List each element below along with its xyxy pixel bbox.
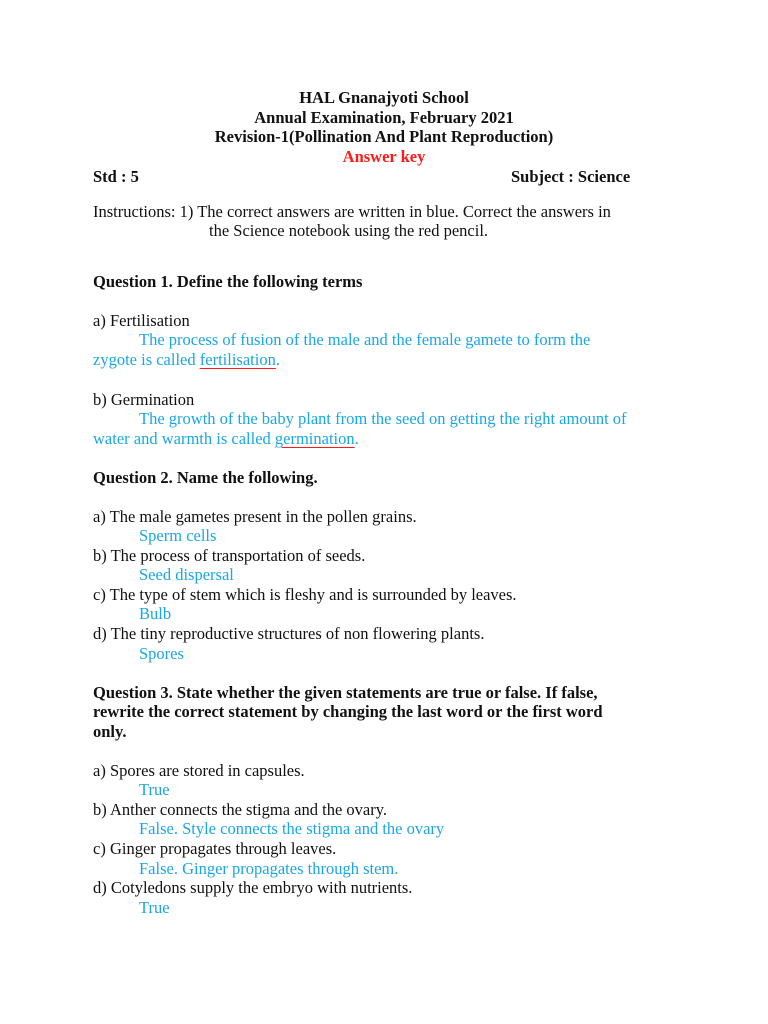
q1-a-answer-prefix: zygote is called xyxy=(93,350,200,369)
exam-title: Annual Examination, February 2021 xyxy=(254,108,514,127)
q3-item-question: d) Cotyledons supply the embryo with nutrients. xyxy=(93,878,413,897)
q3-item-answer: False. Ginger propagates through stem. xyxy=(139,859,399,878)
q1-b-answer-prefix: water and warmth is called xyxy=(93,429,275,448)
revision-title: Revision-1(Pollination And Plant Reproduction) xyxy=(214,127,554,146)
q2-item-question: d) The tiny reproductive structures of non flowering plants. xyxy=(93,624,485,643)
question-3-title-line-1: Question 3. State whether the given statements are true or false. If false, xyxy=(93,683,598,702)
question-3-title-line-2: rewrite the correct statement by changing the last word or the first word xyxy=(93,702,603,721)
q3-item-question: c) Ginger propagates through leaves. xyxy=(93,839,337,858)
subject-label: Subject : Science xyxy=(511,167,631,186)
q1-a-answer-line-2 xyxy=(93,350,280,370)
q3-item-question: b) Anther connects the stigma and the ovary. xyxy=(93,800,388,819)
q3-item-answer: False. Style connects the stigma and the ovary xyxy=(139,819,445,838)
q2-item-question: c) The type of stem which is fleshy and is surrounded by leaves. xyxy=(93,585,517,604)
q1-b-answer-line-2 xyxy=(93,429,359,449)
q2-item-answer: Sperm cells xyxy=(139,526,217,545)
question-1-title: Question 1. Define the following terms xyxy=(93,272,363,291)
q2-item-question: b) The process of transportation of seeds. xyxy=(93,546,366,565)
q2-item-answer: Spores xyxy=(139,644,184,663)
q2-item-answer: Bulb xyxy=(139,604,172,623)
q1-a-answer-line-1: The process of fusion of the male and the female gamete to form the xyxy=(139,330,591,349)
question-2-title: Question 2. Name the following. xyxy=(93,468,318,487)
q2-item-question: a) The male gametes present in the pollen grains. xyxy=(93,507,417,526)
std-label: Std : 5 xyxy=(93,167,139,186)
q3-item-question: a) Spores are stored in capsules. xyxy=(93,761,305,780)
q2-item-answer: Seed dispersal xyxy=(139,565,234,584)
germination-term: germination xyxy=(274,429,355,448)
q3-item-answer: True xyxy=(139,780,170,799)
instructions-line-2: the Science notebook using the red pencil. xyxy=(209,221,489,240)
question-3-title-line-3: only. xyxy=(93,722,127,741)
q1-b-answer-line-1: The growth of the baby plant from the seed on getting the right amount of xyxy=(139,409,627,428)
q1-a-answer-suffix: . xyxy=(275,350,280,369)
q3-item-answer: True xyxy=(139,898,170,917)
q1-b-label: b) Germination xyxy=(93,390,195,409)
q1-a-label: a) Fertilisation xyxy=(93,311,190,330)
fertilisation-term: fertilisation xyxy=(199,350,276,369)
school-name: HAL Gnanajyoti School xyxy=(299,88,469,107)
q1-b-answer-suffix: . xyxy=(354,429,359,448)
answer-key-label: Answer key xyxy=(342,147,426,166)
instructions-line-1: Instructions: 1) The correct answers are written in blue. Correct the answers in xyxy=(93,202,611,221)
